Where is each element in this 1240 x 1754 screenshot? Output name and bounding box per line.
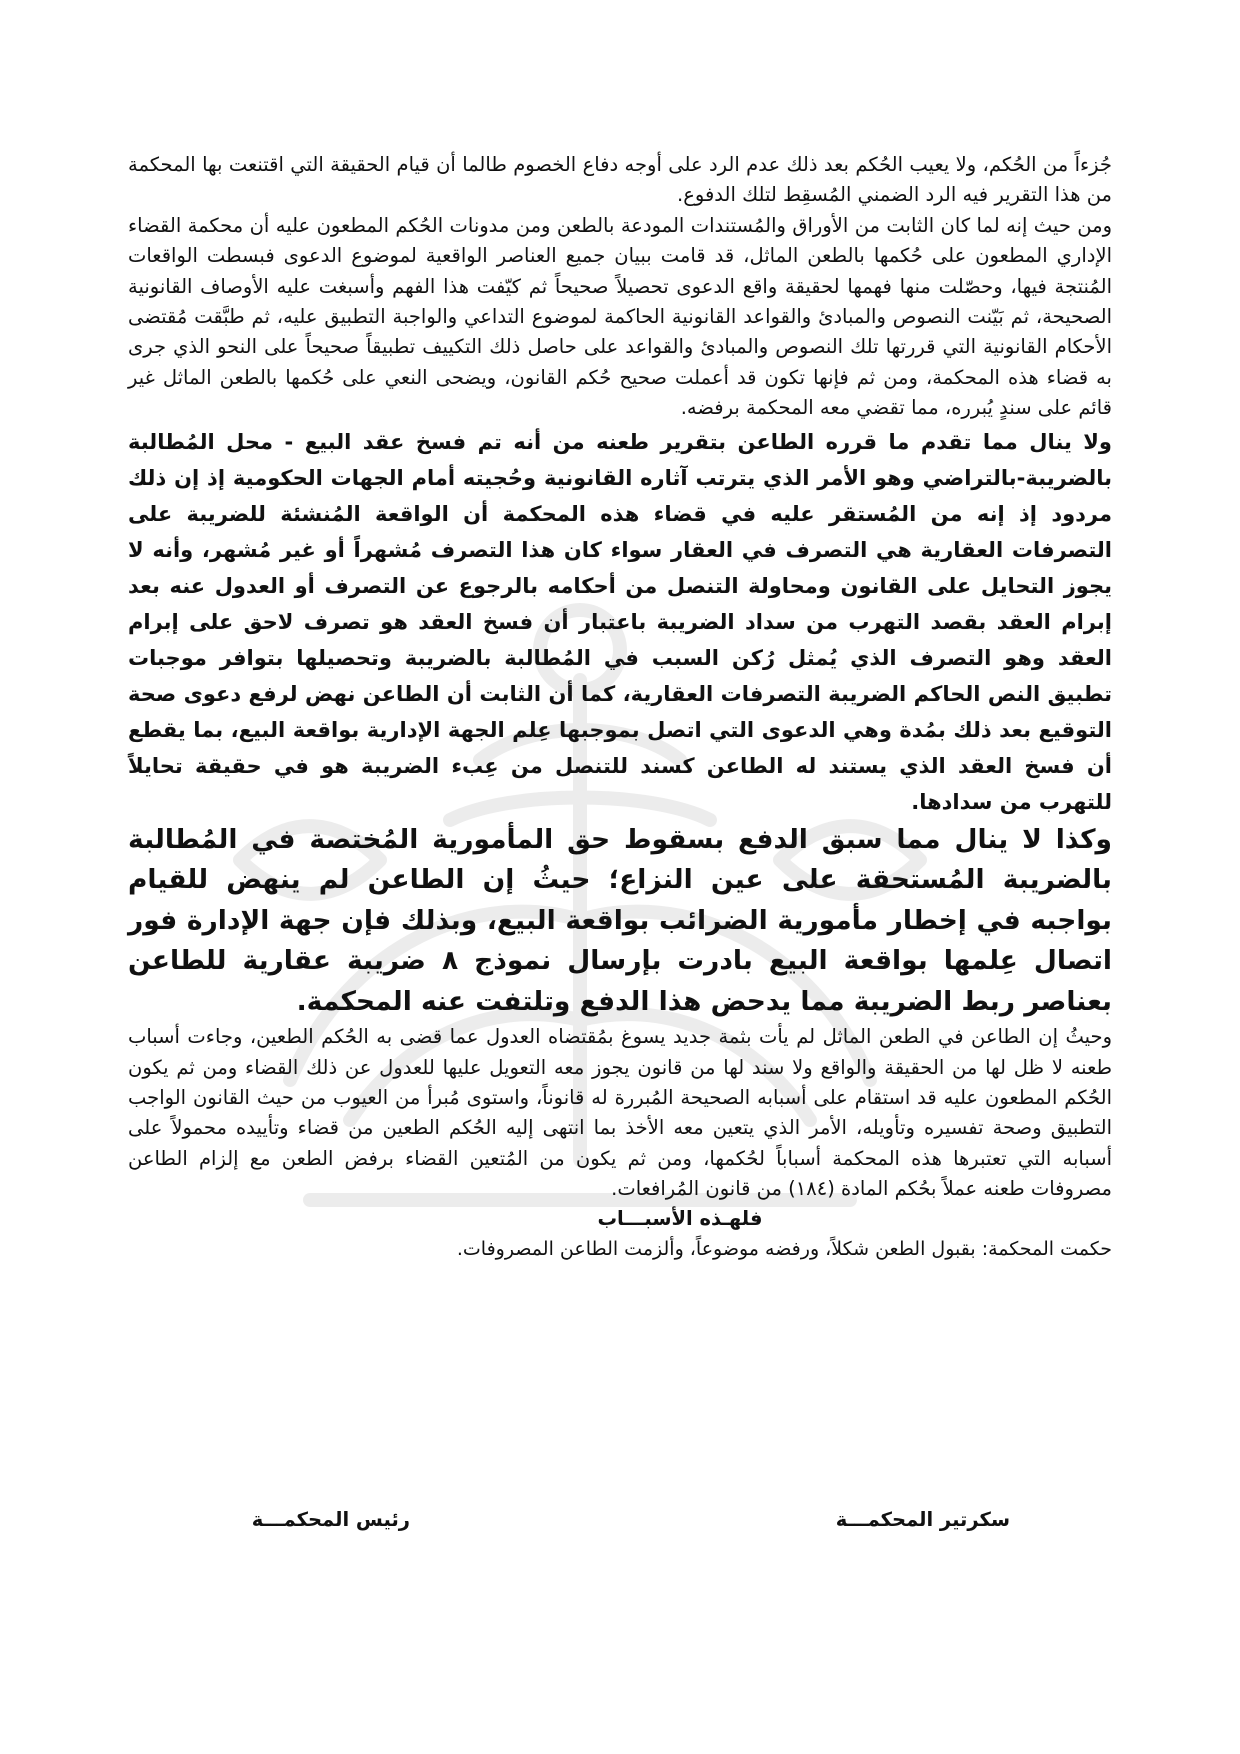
court-president-signature: رئيس المحكمـــة — [251, 1508, 410, 1531]
judgment-body — [128, 150, 1112, 1263]
paragraph-contract-rescission: ولا ينال مما تقدم ما قرره الطاعن بتقرير طعنه من أنه تم فسخ عقد البيع - محل المُطالبة بالضريبة-بالتراضي وهو الأمر الذي يترتب آثاره القانونية وحُجيته أمام الجهات الحكومية إذ إن ذلك مردود إذ إنه من المُستقر عليه في قضاء هذه المحكمة أن الواقعة المُنشئة للضريبة على التصرفات العقارية هي التصرف في العقار سواء كان هذا التصرف مُشهراً أو غير مُشهر، وأنه لا يجوز التحايل على القانون ومحاولة التنصل من أحكامه بالرجوع عن التصرف أو العدول عنه بعد إبرام العقد بقصد التهرب من سداد الضريبة باعتبار أن فسخ العقد هو تصرف لاحق على إبرام العقد وهو التصرف الذي يُمثل رُكن السبب في المُطالبة بالضريبة وتحصيلها بتوافر موجبات تطبيق النص الحاكم الضريبة التصرفات العقارية، كما أن الثابت أن الطاعن نهض لرفع دعوى صحة التوقيع بعد ذلك بمُدة وهي الدعوى التي اتصل بموجبها عِلم الجهة الإدارية بواقعة البيع، بما يقطع أن فسخ العقد الذي يستند له الطاعن كسند للتنصل من عِبء الضريبة هو في حقيقة تحايلاً للتهرب من سدادها. — [128, 429, 1112, 814]
paragraph-continued: جُزءاً من الحُكم، ولا يعيب الحُكم بعد ذلك عدم الرد على أوجه دفاع الخصوم طالما أن قيام الحقيقة التي اقتنعت بها المحكمة من هذا التقرير فيه الرد الضمني المُسقِط لتلك الدفوع. — [128, 153, 1112, 207]
reasons-heading: فلهـذه الأسبـــاب — [597, 1206, 763, 1230]
paragraph-conclusion: وحيثُ إن الطاعن في الطعن الماثل لم يأت بثمة جديد يسوغ بمُقتضاه العدول عما قضى به الحُكم الطعين، وجاءت أسباب طعنه لا ظل لها من الحقيقة والواقع ولا سند لها من قانون يجوز معه التعويل عليها للعدول عن ذلك القضاء ومن ثم يكون الحُكم المطعون عليه قد استقام على أسبابه الصحيحة المُبررة له قانوناً، واستوى مُبرأ من العيوب من حيث القانون الواجب التطبيق وصحة تفسيره وتأويله، الأمر الذي يتعين معه الأخذ بما انتهى إليه الحُكم الطعين من قضاء وتأييده محمولاً على أسبابه التي تعتبرها هذه المحكمة أسباباً لحُكمها، ومن ثم يكون من المُتعين القضاء برفض الطعن مع إلزام الطاعن مصروفات طعنه عملاً بحُكم المادة (١٨٤) من قانون المُرافعات. — [128, 1025, 1112, 1201]
signature-block — [0, 1508, 1240, 1548]
paragraph-statute-of-limitations: وكذا لا ينال مما سبق الدفع بسقوط حق المأمورية المُختصة في المُطالبة بالضريبة المُستحقة على عين النزاع؛ حيثُ إن الطاعن لم ينهض للقيام بواجبه في إخطار مأمورية الضرائب بواقعة البيع، وبذلك فإن جهة الإدارة فور اتصال عِلمها بواقعة البيع بادرت بإرسال نموذج ٨ ضريبة عقارية للطاعن بعناصر ربط الضريبة مما يدحض هذا الدفع وتلتفت عنه المحكمة. — [128, 823, 1112, 1017]
paragraph-grounds: ومن حيث إنه لما كان الثابت من الأوراق والمُستندات المودعة بالطعن ومن مدونات الحُكم المطعون عليه أن محكمة القضاء الإداري المطعون على حُكمها بالطعن الماثل، قد قامت ببيان جميع العناصر الواقعية لموضوع الدعوى فبسطت الواقعات المُنتجة فيها، وحصّلت منها فهمها لحقيقة واقع الدعوى تحصيلاً صحيحاً ثم كيّفت هذا الفهم وأسبغت عليه الأوصاف القانونية الصحيحة، ثم بَيّنت النصوص والمبادئ والقواعد القانونية الحاكمة لموضوع التداعي والواجبة التطبيق عليه، ثم طبَّقت مُقتضى الأحكام القانونية التي قررتها تلك النصوص والمبادئ والقواعد على حاصل ذلك التكييف تطبيقاً صحيحاً على النحو الذي جرى به قضاء هذه المحكمة، ومن ثم فإنها تكون قد أعملت صحيح حُكم القانون، ويضحى النعي على حُكمها بالطعن الماثل غير قائم على سندٍ يُبرره، مما تقضي معه المحكمة برفضه. — [128, 213, 1112, 420]
verdict-text: حكمت المحكمة: بقبول الطعن شكلاً، ورفضه موضوعاً، وألزمت الطاعن المصروفات. — [456, 1237, 1112, 1260]
court-secretary-signature: سكرتير المحكمـــة — [835, 1508, 1010, 1531]
